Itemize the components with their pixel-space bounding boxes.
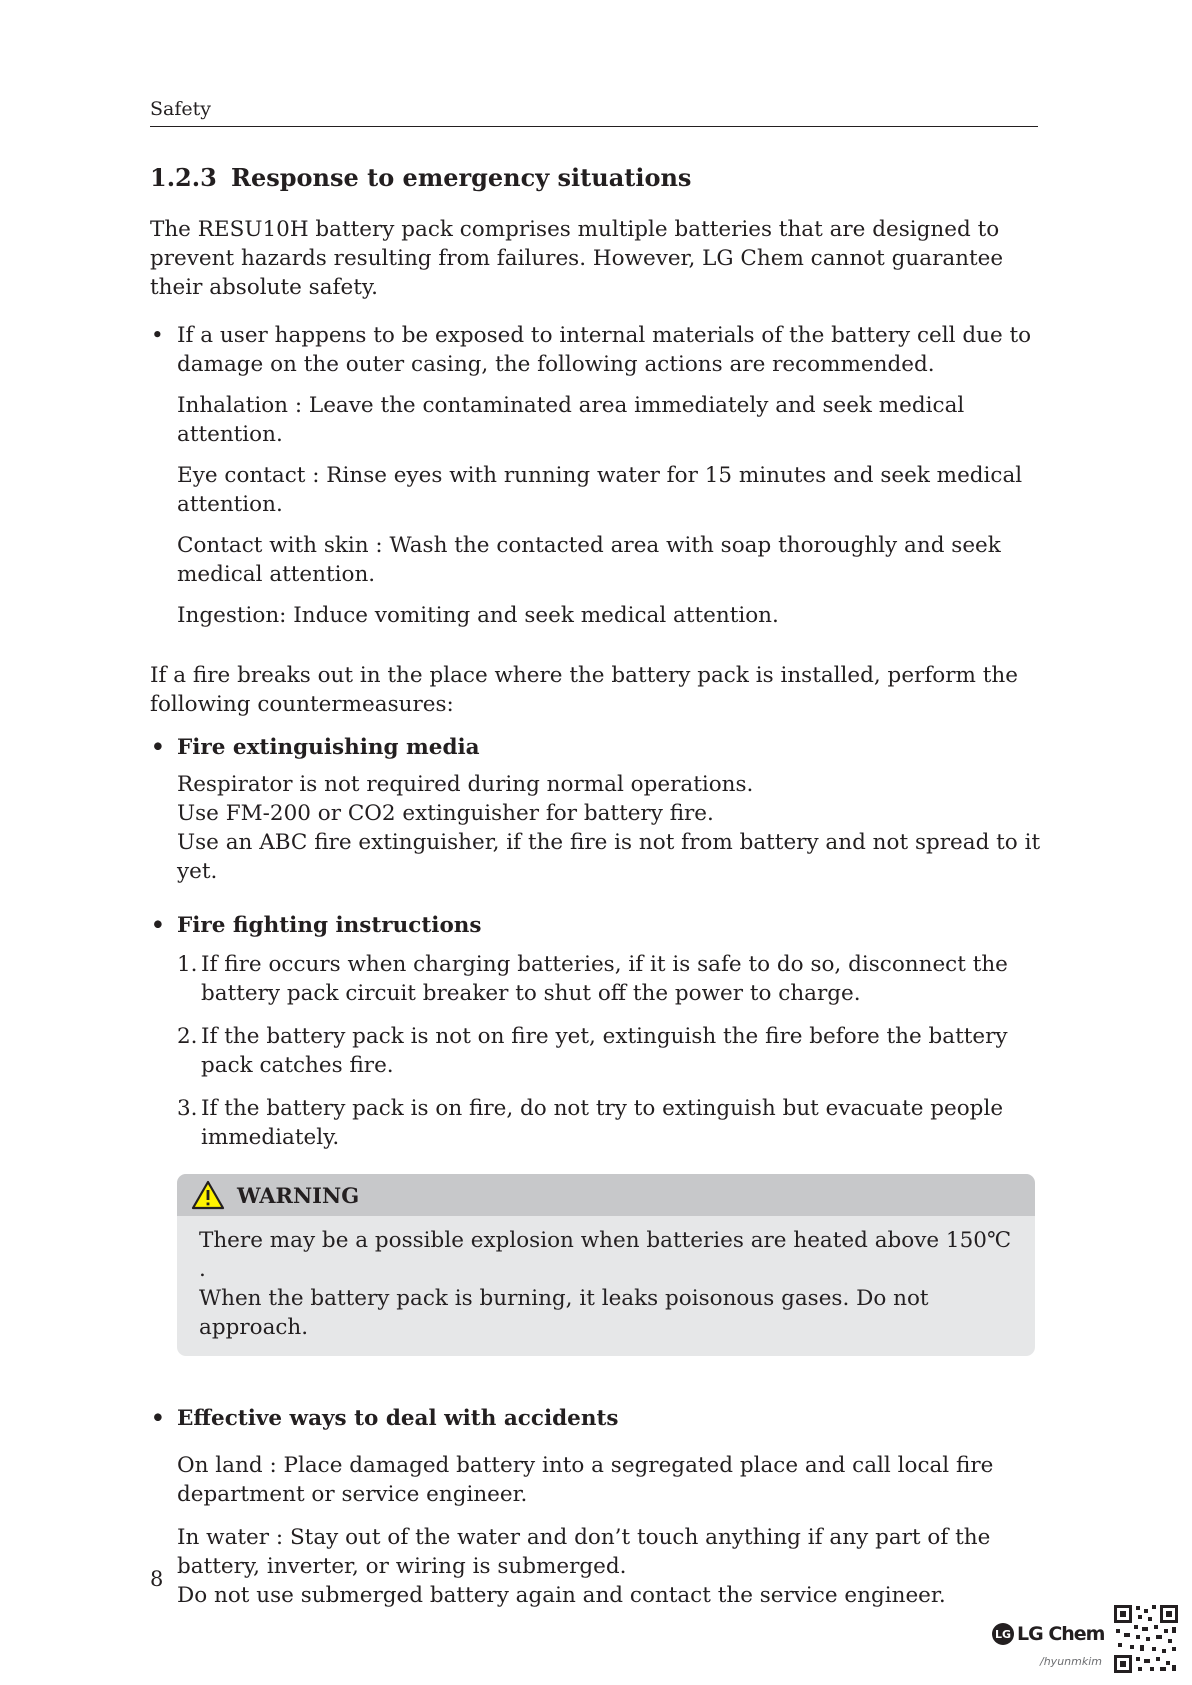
- fighting-step: [177, 1022, 1050, 1080]
- exposure-bullet: • If a user happens to be exposed to internal materials of the battery cell due to damage on the outer casing, the following actions are recommended.: [150, 321, 1050, 379]
- accidents-submerged-note: Do not use submerged battery again and contact the service engineer.: [177, 1583, 946, 1608]
- extinguishing-line: Use FM-200 or CO2 extinguisher for battery fire.: [177, 801, 714, 826]
- accidents-heading: • Effective ways to deal with accidents: [150, 1404, 1050, 1433]
- section-number: 1.2.3: [150, 163, 217, 192]
- warning-body: [177, 1216, 1035, 1356]
- accidents-in-water: In water : Stay out of the water and don’t touch anything if any part of the battery, inverter, or wiring is submerged.: [177, 1525, 991, 1579]
- page-number: 8: [150, 1567, 164, 1591]
- extinguishing-heading: • Fire extinguishing media: [150, 733, 1050, 762]
- step-text: If fire occurs when charging batteries, if it is safe to do so, disconnect the battery pack circuit breaker to shut off the power to charge.: [201, 952, 1008, 1006]
- lg-chem-logo: [992, 1623, 1104, 1645]
- step-number: 1.: [177, 952, 198, 977]
- step-number: 2.: [177, 1024, 198, 1049]
- step-text: If the battery pack is not on fire yet, extinguish the fire before the battery pack catches fire.: [201, 1024, 1008, 1078]
- section-title: [150, 163, 691, 192]
- extinguishing-line: Respirator is not required during normal operations.: [177, 772, 754, 797]
- exposure-ingestion: Ingestion: Induce vomiting and seek medical attention.: [177, 603, 779, 628]
- step-number: 3.: [177, 1096, 198, 1121]
- fighting-step: [177, 950, 1050, 1008]
- exposure-eye-contact: Eye contact : Rinse eyes with running water for 15 minutes and seek medical attention.: [177, 463, 1023, 517]
- accidents-on-land: On land : Place damaged battery into a segregated place and call local fire department or service engineer.: [177, 1453, 994, 1507]
- warning-triangle-icon: [191, 1180, 225, 1210]
- exposure-skin-contact: Contact with skin : Wash the contacted area with soap thoroughly and seek medical attention.: [177, 533, 1001, 587]
- watermark: /hyunmkim: [1040, 1655, 1102, 1668]
- step-text: If the battery pack is on fire, do not try to extinguish but evacuate people immediately.: [201, 1096, 1004, 1150]
- fighting-heading: • Fire fighting instructions: [150, 911, 1050, 940]
- warning-header: [177, 1174, 1035, 1216]
- fighting-step: [177, 1094, 1050, 1152]
- warning-box: [177, 1174, 1035, 1356]
- body-content: [150, 215, 1050, 1610]
- running-head: Safety: [150, 98, 1038, 127]
- logo-text: LG Chem: [1017, 1623, 1105, 1645]
- qr-code-icon: [1112, 1603, 1180, 1675]
- intro-paragraph: The RESU10H battery pack comprises multiple batteries that are designed to prevent hazards resulting from failures. However, LG Chem cannot guarantee their absolute safety.: [150, 217, 1004, 300]
- warning-line: There may be a possible explosion when batteries are heated above 150℃ .: [199, 1228, 1012, 1282]
- fighting-steps: [150, 950, 1050, 1152]
- warning-line: When the battery pack is burning, it leaks poisonous gases. Do not approach.: [199, 1286, 929, 1340]
- fire-intro-paragraph: If a fire breaks out in the place where the battery pack is installed, perform the following countermeasures:: [150, 663, 1018, 717]
- lg-logo-icon: LG: [992, 1623, 1014, 1645]
- exposure-inhalation: Inhalation : Leave the contaminated area immediately and seek medical attention.: [177, 393, 965, 447]
- section-title-text: Response to emergency situations: [231, 163, 692, 192]
- warning-title: WARNING: [237, 1182, 360, 1208]
- extinguishing-line: Use an ABC fire extinguisher, if the fire is not from battery and not spread to it yet.: [177, 830, 1041, 884]
